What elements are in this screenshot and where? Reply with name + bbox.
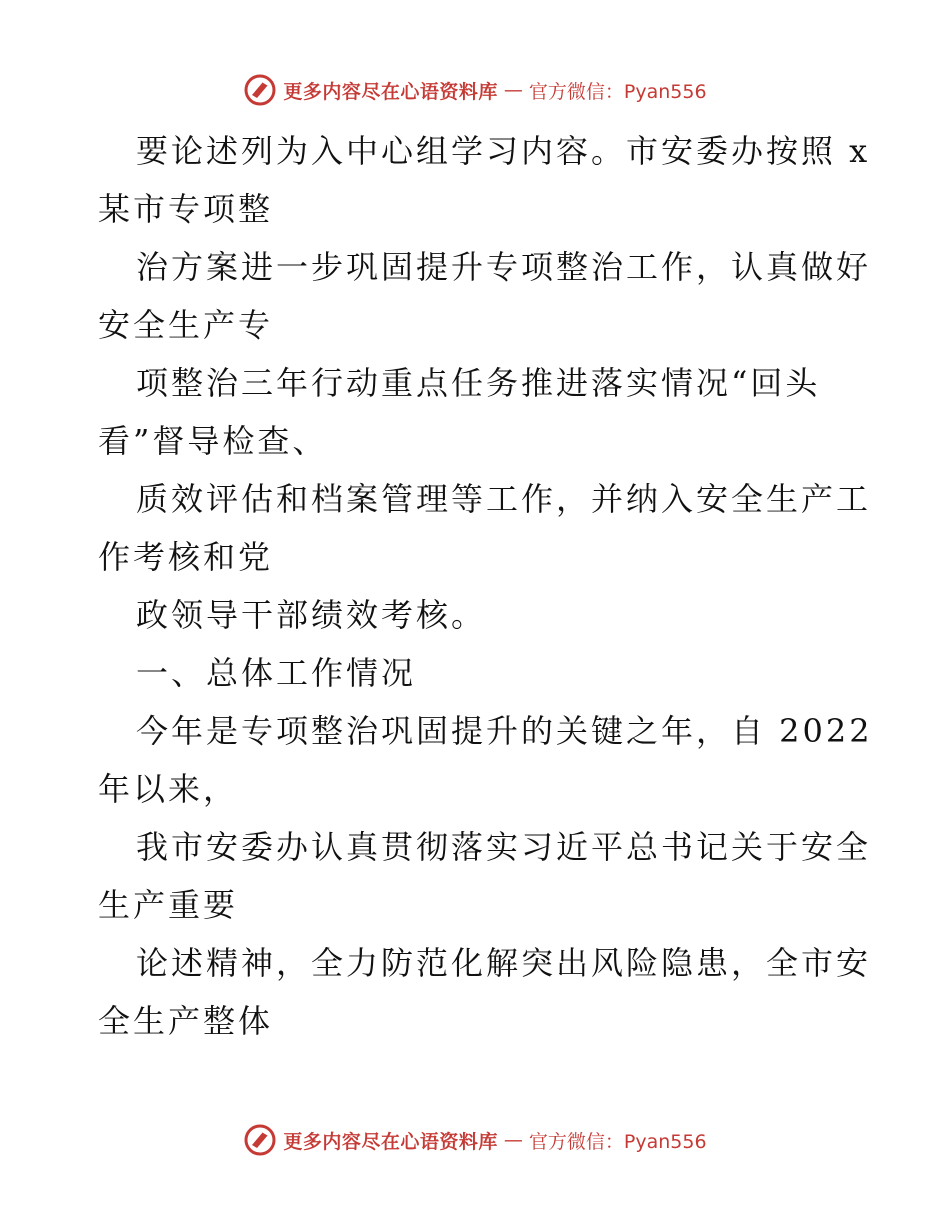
brand-logo-icon <box>243 73 277 107</box>
watermark-brand-text: 更多内容尽在心语资料库 <box>283 1130 498 1153</box>
watermark-dash: — <box>503 79 523 101</box>
text-line: 年以来， <box>98 770 239 808</box>
document-body <box>98 122 873 1050</box>
watermark-wechat-text: 官方微信：Pyan556 <box>528 1130 707 1153</box>
text-line: 全生产整体 <box>98 1002 274 1040</box>
footer-watermark <box>0 1120 950 1160</box>
watermark-dash: — <box>503 1129 523 1151</box>
text-line: 政领导干部绩效考核。 <box>136 596 487 634</box>
watermark-brand-text: 更多内容尽在心语资料库 <box>283 80 498 103</box>
text-line: 安全生产专 <box>98 306 274 344</box>
brand-logo-icon <box>243 1123 277 1157</box>
text-line: 一、总体工作情况 <box>136 654 417 692</box>
text-line: 作考核和党 <box>98 538 274 576</box>
text-line: 生产重要 <box>98 886 239 924</box>
text-line: 治方案进一步巩固提升专项整治工作，认真做好 <box>136 248 872 286</box>
text-line: 我市安委办认真贯彻落实习近平总书记关于安全 <box>136 828 872 866</box>
header-watermark <box>0 70 950 110</box>
text-line: 质效评估和档案管理等工作，并纳入安全生产工 <box>136 480 872 518</box>
text-line: 要论述列为入中心组学习内容。市安委办按照 x <box>136 132 871 170</box>
text-line: 今年是专项整治巩固提升的关键之年，自 2022 <box>136 712 873 750</box>
text-line: 论述精神，全力防范化解突出风险隐患，全市安 <box>136 944 872 982</box>
watermark-wechat-text: 官方微信：Pyan556 <box>528 80 707 103</box>
text-line: 看”督导检查、 <box>98 422 328 460</box>
text-line: 某市专项整 <box>98 190 274 228</box>
text-line: 项整治三年行动重点任务推进落实情况“回头 <box>136 364 821 402</box>
